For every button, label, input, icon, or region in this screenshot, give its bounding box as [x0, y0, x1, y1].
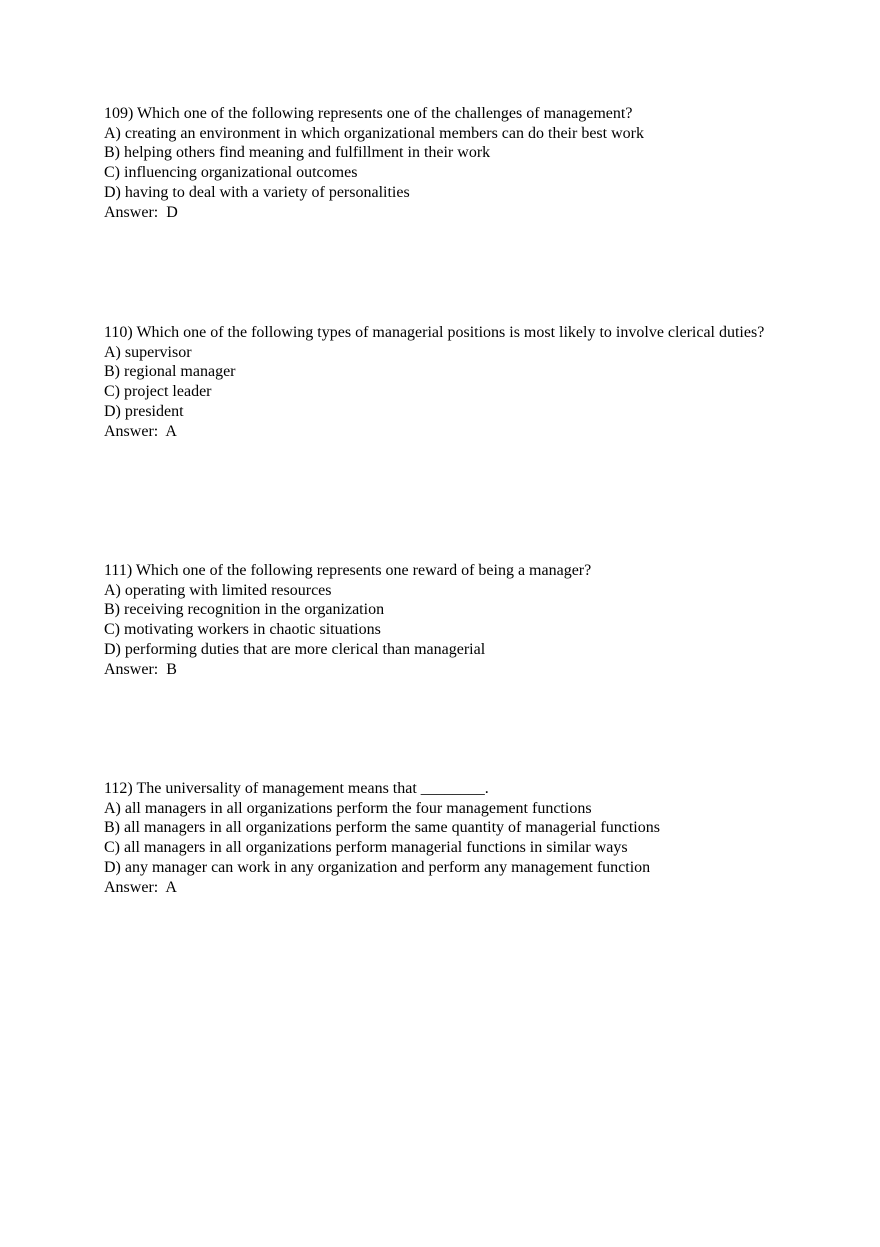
question-110 — [104, 323, 784, 441]
answer-line: Answer: B — [104, 660, 177, 678]
option-b: B) regional manager — [104, 363, 236, 381]
answer-line: Answer: A — [104, 878, 177, 896]
question-stem: 111) Which one of the following represents one reward of being a manager? — [104, 562, 592, 579]
option-d: D) performing duties that are more clerical than managerial — [104, 640, 486, 658]
option-d: D) any manager can work in any organization and perform any management function — [104, 858, 651, 876]
question-112 — [104, 779, 784, 897]
answer-line: Answer: A — [104, 422, 177, 440]
option-c: C) motivating workers in chaotic situations — [104, 621, 381, 639]
question-stem: 112) The universality of management means that ________. — [104, 780, 489, 797]
question-stem: 109) Which one of the following represents one of the challenges of management? — [104, 105, 633, 122]
option-b: B) helping others find meaning and fulfillment in their work — [104, 144, 491, 162]
option-c: C) influencing organizational outcomes — [104, 164, 358, 182]
option-d: D) having to deal with a variety of personalities — [104, 183, 410, 201]
option-a: A) all managers in all organizations perform the four management functions — [104, 799, 592, 817]
option-d: D) president — [104, 402, 184, 420]
question-stem: 110) Which one of the following types of managerial positions is most likely to involve clerical duties? — [104, 324, 765, 341]
option-c: C) project leader — [104, 383, 212, 401]
question-111 — [104, 561, 784, 679]
question-109 — [104, 104, 784, 222]
option-a: A) operating with limited resources — [104, 581, 332, 599]
answer-line: Answer: D — [104, 203, 178, 221]
option-b: B) receiving recognition in the organization — [104, 601, 385, 619]
option-c: C) all managers in all organizations perform managerial functions in similar ways — [104, 839, 628, 857]
option-b: B) all managers in all organizations perform the same quantity of managerial functions — [104, 819, 660, 837]
option-a: A) supervisor — [104, 343, 192, 361]
option-a: A) creating an environment in which organizational members can do their best work — [104, 124, 644, 142]
